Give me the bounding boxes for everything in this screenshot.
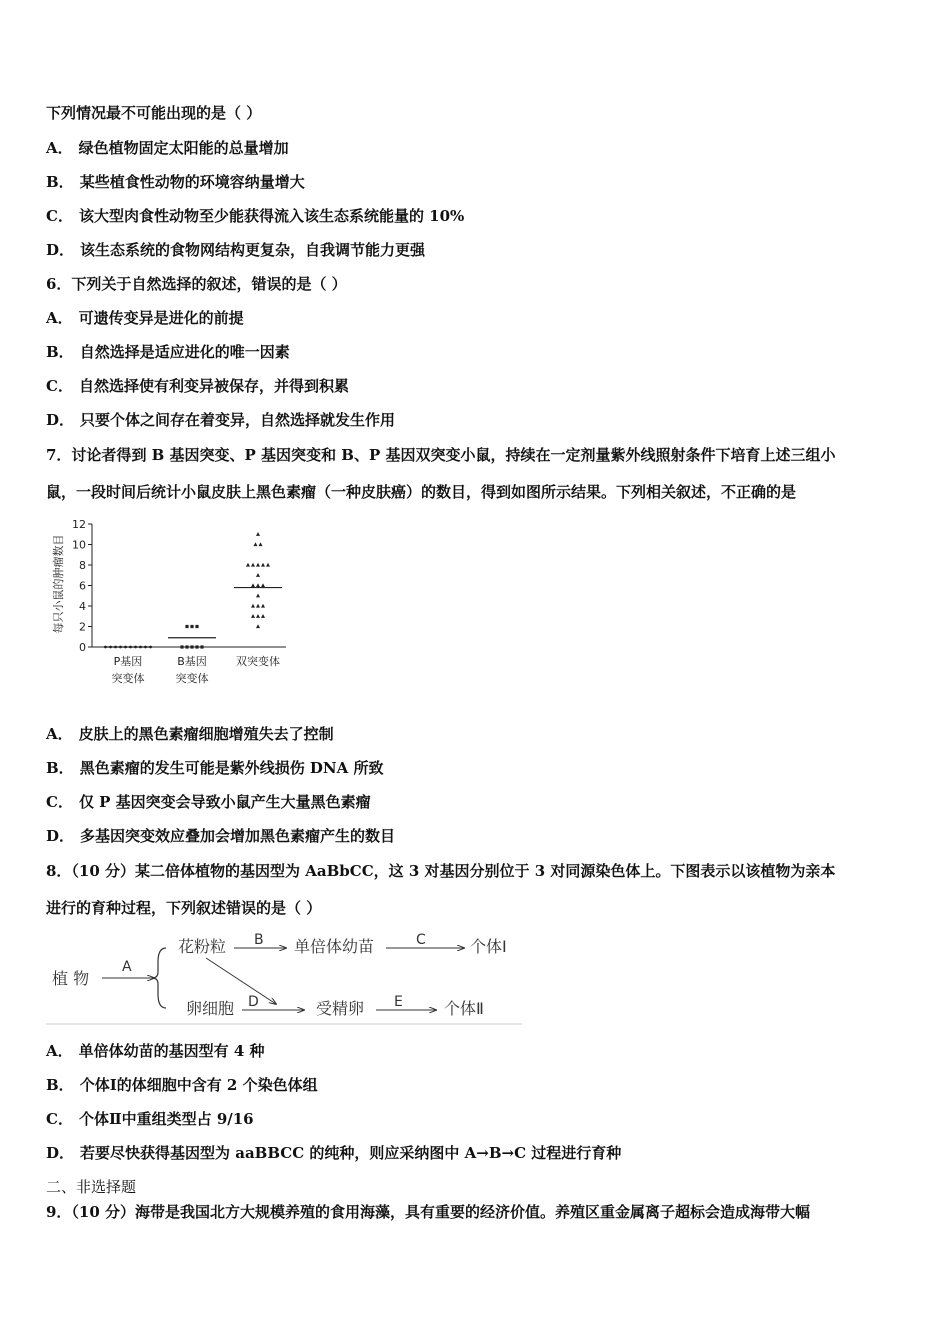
label-a: A <box>122 959 132 975</box>
option-text: 个体Ⅰ的体细胞中含有 2 个染色体组 <box>79 1076 318 1094</box>
q8-option-c[interactable] <box>46 1108 254 1129</box>
option-letter: A． <box>46 725 73 743</box>
diag-haploid: 单倍体幼苗 <box>294 937 375 956</box>
diag-pollen: 花粉粒 <box>178 937 227 956</box>
q8-option-a[interactable] <box>46 1040 265 1061</box>
data-point <box>256 583 260 587</box>
x-category-label: 突变体 <box>111 672 145 685</box>
data-point <box>261 563 265 567</box>
option-text: 只要个体之间存在着变异，自然选择就发生作用 <box>80 411 396 429</box>
option-text: 自然选择是适应进化的唯一因素 <box>79 343 290 361</box>
option-text: 某些植食性动物的环境容纳量增大 <box>79 173 305 191</box>
q7-option-c[interactable] <box>46 791 371 812</box>
x-category-label: P基因 <box>113 655 143 668</box>
data-point <box>251 563 255 567</box>
data-point <box>256 532 260 536</box>
option-letter: D． <box>46 241 75 259</box>
data-point <box>195 625 198 628</box>
q7-option-d[interactable] <box>46 825 395 846</box>
option-letter: A． <box>46 1042 73 1060</box>
x-category-label: B基因 <box>177 655 207 668</box>
option-text: 皮肤上的黑色素瘤细胞增殖失去了控制 <box>78 725 334 743</box>
diag-egg: 卵细胞 <box>186 999 235 1018</box>
y-tick-label: 10 <box>72 538 86 552</box>
diag-individual-2: 个体Ⅱ <box>444 999 484 1018</box>
option-text: 可遗传变异是进化的前提 <box>78 309 244 327</box>
data-point <box>261 583 265 587</box>
label-d: D <box>248 994 259 1010</box>
q7-stem-line1: 7．讨论者得到 B 基因突变、P 基因突变和 B、P 基因双突变小鼠，持续在一定剂量紫外线照射条件下培育上述三组小 <box>46 446 836 464</box>
data-point <box>246 563 250 567</box>
x-category-label: 突变体 <box>175 672 209 685</box>
data-point <box>266 563 270 567</box>
x-category-label: 双突变体 <box>236 655 280 668</box>
option-letter: B． <box>46 173 74 191</box>
option-letter: C． <box>46 1110 73 1128</box>
q5-option-d[interactable] <box>46 239 425 260</box>
data-point <box>261 614 265 618</box>
q5-option-c[interactable] <box>46 205 464 226</box>
data-point <box>251 614 255 618</box>
data-point <box>190 625 193 628</box>
q8-option-b[interactable] <box>46 1074 318 1095</box>
option-letter: B． <box>46 759 74 777</box>
brace <box>152 948 166 1008</box>
q6-stem: 6．下列关于自然选择的叙述，错误的是（ ） <box>46 275 347 293</box>
data-point <box>200 645 203 648</box>
data-point <box>256 563 260 567</box>
data-point <box>254 542 258 546</box>
q5-option-a[interactable] <box>46 137 289 158</box>
option-text: 绿色植物固定太阳能的总量增加 <box>78 139 289 157</box>
diag-individual-1: 个体Ⅰ <box>470 937 507 956</box>
option-letter: B． <box>46 1076 74 1094</box>
data-point <box>256 594 260 598</box>
data-point <box>180 645 183 648</box>
q8-option-d[interactable] <box>46 1142 621 1163</box>
data-point <box>256 573 260 577</box>
chart-ylabel: 每只小鼠的肿瘤数目 <box>52 534 65 634</box>
y-tick-label: 0 <box>79 641 86 654</box>
q7-option-a[interactable] <box>46 723 334 744</box>
data-point <box>261 604 265 608</box>
q8-stem-line1: 8．（10 分）某二倍体植物的基因型为 AaBbCC，这 3 对基因分别位于 3 对同源染色体上。下图表示以该植物为亲本 <box>46 862 836 880</box>
q5-option-b[interactable] <box>46 171 305 192</box>
data-point <box>259 542 263 546</box>
option-text: 该大型肉食性动物至少能获得流入该生态系统能量的 10% <box>78 207 465 225</box>
label-b: B <box>254 932 264 948</box>
option-letter: C． <box>46 377 73 395</box>
q7-stem-line2: 鼠，一段时间后统计小鼠皮肤上黑色素瘤（一种皮肤癌）的数目，得到如图所示结果。下列相关叙述，不正确的是 <box>46 483 797 501</box>
q6-option-c[interactable] <box>46 375 349 396</box>
option-letter: D． <box>46 411 75 429</box>
q6-option-d[interactable] <box>46 409 395 430</box>
data-point <box>256 604 260 608</box>
y-tick-label: 4 <box>79 600 86 613</box>
option-letter: C． <box>46 793 73 811</box>
q7-option-b[interactable] <box>46 757 384 778</box>
option-text: 黑色素瘤的发生可能是紫外线损伤 DNA 所致 <box>79 759 384 777</box>
option-letter: C． <box>46 207 73 225</box>
option-text: 仅 P 基因突变会导致小鼠产生大量黑色素瘤 <box>78 793 371 811</box>
arrow-pollen-to-zygote <box>206 958 276 1004</box>
option-letter: D． <box>46 1144 75 1162</box>
y-tick-label: 12 <box>72 518 86 531</box>
label-c: C <box>416 932 426 948</box>
data-point <box>195 645 198 648</box>
option-letter: D． <box>46 827 75 845</box>
option-text: 该生态系统的食物网结构更复杂，自我调节能力更强 <box>80 241 426 259</box>
q9-stem-line1: 9．（10 分）海带是我国北方大规模养殖的食用海藻，具有重要的经济价值。养殖区重金属离子超标会造成海带大幅 <box>46 1203 811 1221</box>
option-letter: A． <box>46 139 73 157</box>
diag-plant: 植 物 <box>52 969 90 988</box>
label-e: E <box>394 994 403 1010</box>
data-point <box>190 645 193 648</box>
data-point <box>251 583 255 587</box>
y-tick-label: 8 <box>79 559 86 572</box>
data-point <box>256 614 260 618</box>
data-point <box>251 604 255 608</box>
data-point <box>256 624 260 628</box>
option-text: 若要尽快获得基因型为 aaBBCC 的纯种，则应采纳图中 A→B→C 过程进行育种 <box>80 1144 622 1162</box>
section-title: 二、非选择题 <box>46 1178 137 1196</box>
y-tick-label: 6 <box>79 579 86 593</box>
option-text: 单倍体幼苗的基因型有 4 种 <box>78 1042 265 1060</box>
data-point <box>185 625 188 628</box>
q6-option-b[interactable] <box>46 341 290 362</box>
y-tick-label: 2 <box>79 620 86 634</box>
option-text: 多基因突变效应叠加会增加黑色素瘤产生的数目 <box>80 827 396 845</box>
tumor-scatter-chart <box>46 518 306 693</box>
option-letter: A． <box>46 309 73 327</box>
diag-zygote: 受精卵 <box>316 999 365 1018</box>
option-text: 自然选择使有利变异被保存，并得到积累 <box>78 377 349 395</box>
q5-stem: 下列情况最不可能出现的是（ ） <box>46 104 262 122</box>
breeding-process-diagram <box>46 928 526 1026</box>
option-text: 个体Ⅱ中重组类型占 9/16 <box>78 1110 254 1128</box>
option-letter: B． <box>46 343 74 361</box>
data-point <box>185 645 188 648</box>
q8-stem-line2: 进行的育种过程，下列叙述错误的是（ ） <box>46 899 322 917</box>
q6-option-a[interactable] <box>46 307 244 328</box>
